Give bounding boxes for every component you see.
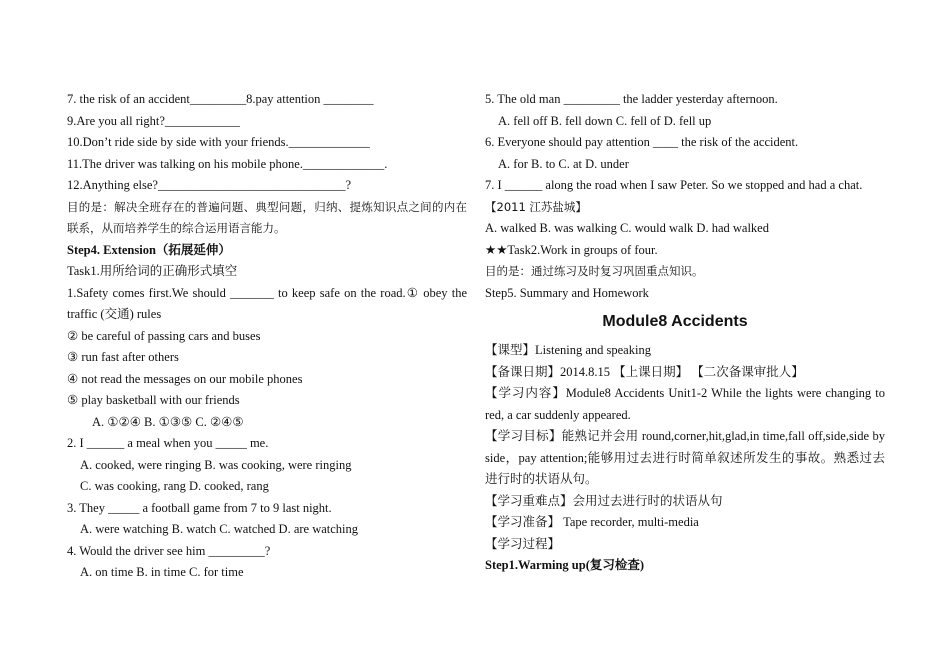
- task1-heading: Task1.用所给词的正确形式填空: [67, 264, 238, 278]
- step1-heading: Step1.Warming up(复习检查): [485, 558, 645, 572]
- learning-preparation: 【学习准备】 Tape recorder, multi-media: [485, 515, 699, 529]
- question-3: 3. They _____ a football game from 7 to 9 last night.: [67, 500, 332, 515]
- question-7: 7. I ______ along the road when I saw Peter. So we stopped and had a chat.: [485, 178, 863, 192]
- question-1-option-5: ⑤ play basketball with our friends: [67, 393, 240, 407]
- exercise-line-11: 11.The driver was talking on his mobile phone._____________.: [67, 156, 388, 171]
- question-1-option-4: ④ not read the messages on our mobile phones: [67, 371, 303, 386]
- task2-heading: ★★Task2.Work in groups of four.: [485, 242, 658, 257]
- question-5: 5. The old man _________ the ladder yesterday afternoon.: [485, 92, 778, 106]
- question-7-source: 【2011 江苏盐城】: [485, 199, 587, 214]
- question-4: 4. Would the driver see him _________?: [67, 543, 271, 558]
- learning-process: 【学习过程】: [485, 536, 561, 551]
- module-title: Module8 Accidents: [602, 313, 748, 330]
- question-6-answers: A. for B. to C. at D. under: [498, 156, 629, 171]
- exercise-line-7-8: 7. the risk of an accident_________8.pay attention ________: [67, 92, 374, 106]
- prep-date: 【备课日期】2014.8.15 【上课日期】 【二次备课审批人】: [485, 364, 804, 379]
- left-column: [67, 89, 467, 584]
- lesson-type: 【课型】Listening and speaking: [485, 343, 651, 357]
- question-5-answers: A. fell off B. fell down C. fell of D. fell up: [498, 113, 712, 128]
- purpose-text-2: 目的是：通过练习及时复习巩固重点知识。: [485, 264, 704, 278]
- question-1-option-2: ② be careful of passing cars and buses: [67, 328, 261, 343]
- exercise-line-10: 10.Don’t ride side by side with your friends._____________: [67, 135, 370, 149]
- question-6: 6. Everyone should pay attention ____ the risk of the accident.: [485, 135, 799, 149]
- step5-heading: Step5. Summary and Homework: [485, 285, 649, 300]
- question-4-answers: A. on time B. in time C. for time: [80, 565, 244, 579]
- question-7-answers: A. walked B. was walking C. would walk D. had walked: [485, 221, 769, 235]
- key-points: 【学习重难点】会用过去进行时的状语从句: [485, 493, 723, 508]
- question-2-answers-a: A. cooked, were ringing B. was cooking, were ringing: [80, 457, 352, 472]
- right-column: [485, 89, 885, 577]
- question-1-answers: A. ①②④ B. ①③⑤ C. ②④⑤: [92, 414, 244, 429]
- exercise-line-9: 9.Are you all right?____________: [67, 113, 240, 128]
- question-3-answers: A. were watching B. watch C. watched D. are watching: [80, 522, 359, 536]
- question-2: 2. I ______ a meal when you _____ me.: [67, 436, 269, 450]
- purpose-text: 目的是：解决全班存在的普遍问题、典型问题，归纳、提炼知识点之间的内在联系，从而培养学生的综合运用语言能力。: [67, 199, 467, 235]
- question-1-option-3: ③ run fast after others: [67, 350, 179, 364]
- step4-heading: Step4. Extension（拓展延伸）: [67, 242, 231, 257]
- learning-content: 【学习内容】Module8 Accidents Unit1-2 While the lights were changing to red, a car suddenly appeared.: [485, 386, 885, 422]
- exercise-line-12: 12.Anything else?______________________________?: [67, 178, 352, 192]
- question-1: 1.Safety comes first.We should _______ to keep safe on the road.① obey the traffic (交通) rules: [67, 285, 467, 321]
- question-2-answers-b: C. was cooking, rang D. cooked, rang: [80, 479, 269, 493]
- learning-goals: 【学习目标】能熟记并会用 round,corner,hit,glad,in time,fall off,side,side by side，pay attention;能够用过去进行时简单叙述所发生的事故。熟悉过去进行时的状语从句。: [485, 429, 885, 486]
